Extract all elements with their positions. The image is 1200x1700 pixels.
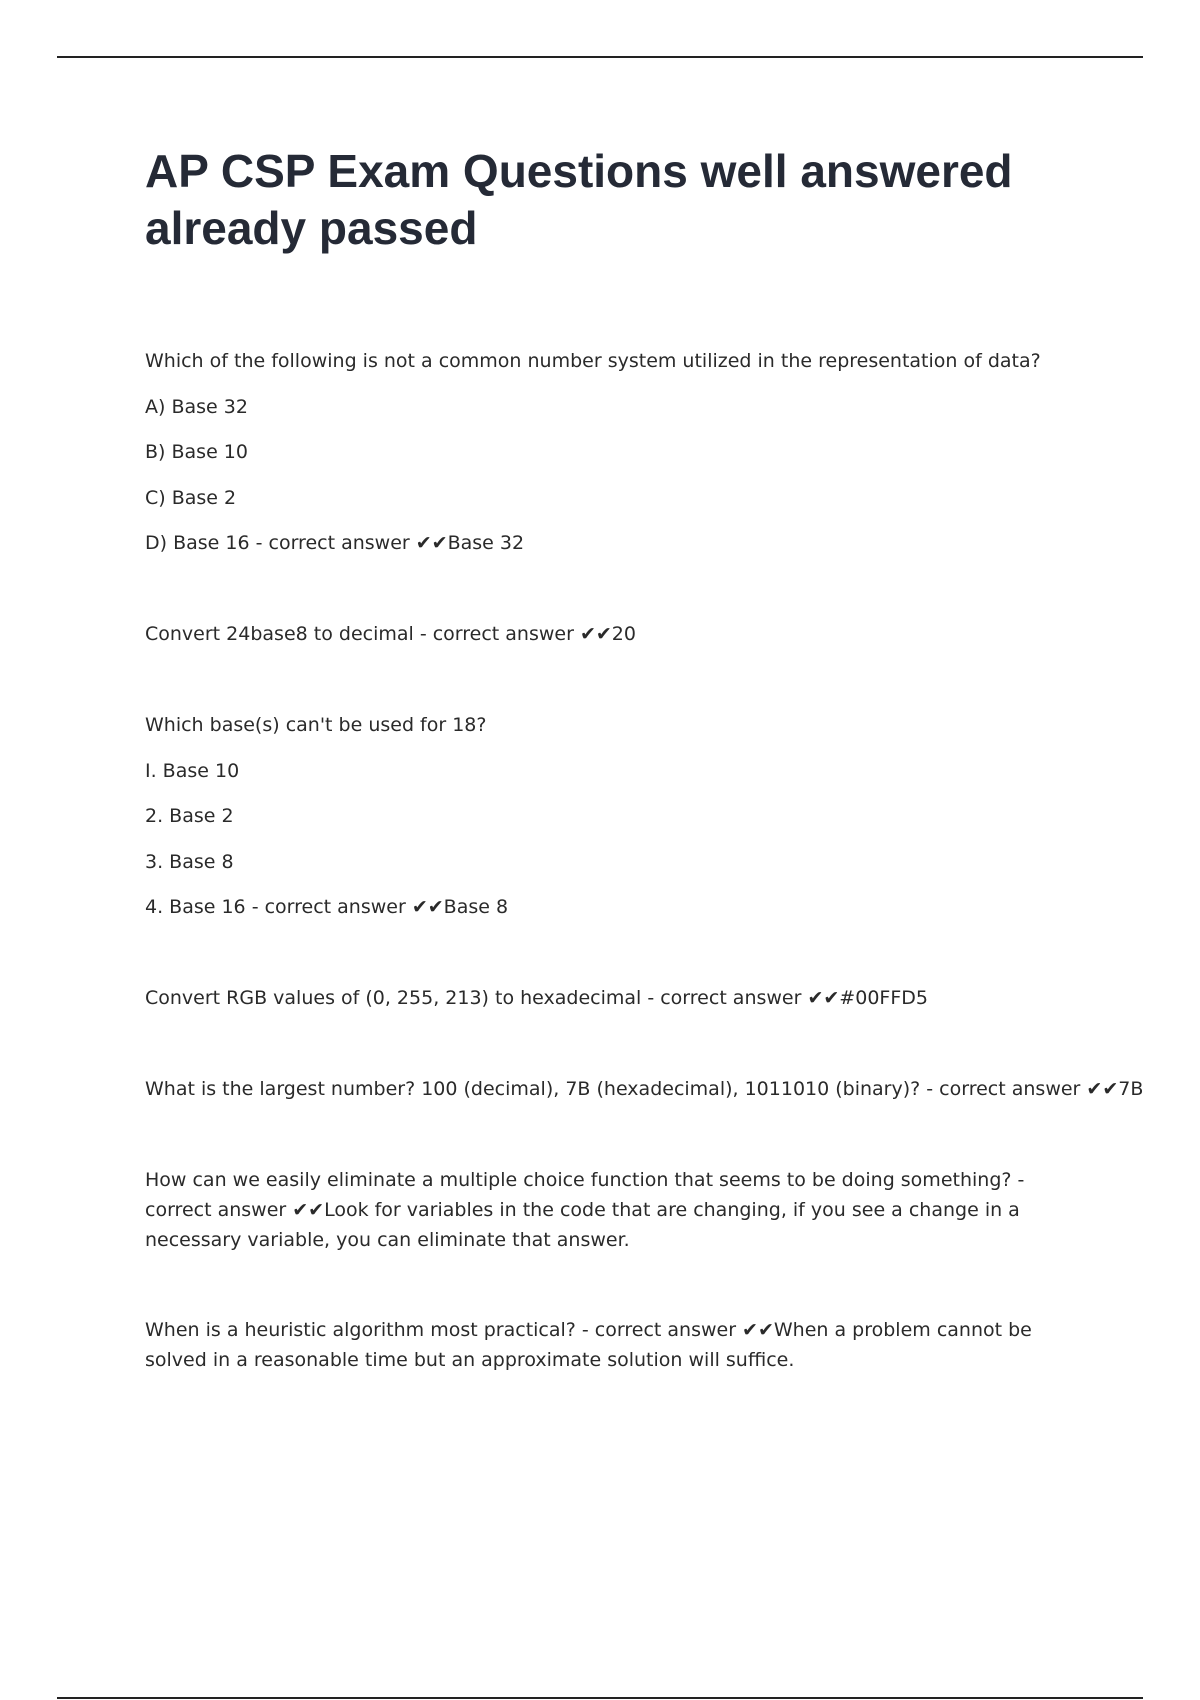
question-2-answer: Convert 24base8 to decimal - correct answer ✔✔20	[145, 623, 636, 645]
footer-rule	[57, 1697, 1143, 1699]
question-5-answer: What is the largest number? 100 (decimal), 7B (hexadecimal), 1011010 (binary)? - correct answer ✔✔7B	[145, 1078, 1144, 1100]
question-1-option-a: A) Base 32	[145, 396, 248, 418]
question-4-answer: Convert RGB values of (0, 255, 213) to hexadecimal - correct answer ✔✔#00FFD5	[145, 987, 928, 1009]
question-3-option-2: 2. Base 2	[145, 805, 234, 827]
question-7-answer: When is a heuristic algorithm most practical? - correct answer ✔✔When a problem cannot be solved in a reasonable time but an approximate solution will suffice.	[145, 1319, 1032, 1371]
question-1-option-b: B) Base 10	[145, 441, 248, 463]
question-3-option-3: 3. Base 8	[145, 851, 234, 873]
document-title: AP CSP Exam Questions well answered already passed	[145, 145, 1013, 254]
question-3-prompt: Which base(s) can't be used for 18?	[145, 714, 487, 736]
question-3-option-1: I. Base 10	[145, 760, 240, 782]
question-3-option-4-answer: 4. Base 16 - correct answer ✔✔Base 8	[145, 896, 509, 918]
header-rule	[57, 56, 1143, 58]
question-1-option-d-answer: D) Base 16 - correct answer ✔✔Base 32	[145, 532, 525, 554]
question-6-answer: How can we easily eliminate a multiple choice function that seems to be doing something? - correct answer ✔✔Look for variables in the code that are changing, if you see a change in a necessary variable, you can eliminate that answer.	[145, 1169, 1025, 1251]
question-1-prompt: Which of the following is not a common number system utilized in the representation of data?	[145, 350, 1041, 372]
question-1-option-c: C) Base 2	[145, 487, 237, 509]
